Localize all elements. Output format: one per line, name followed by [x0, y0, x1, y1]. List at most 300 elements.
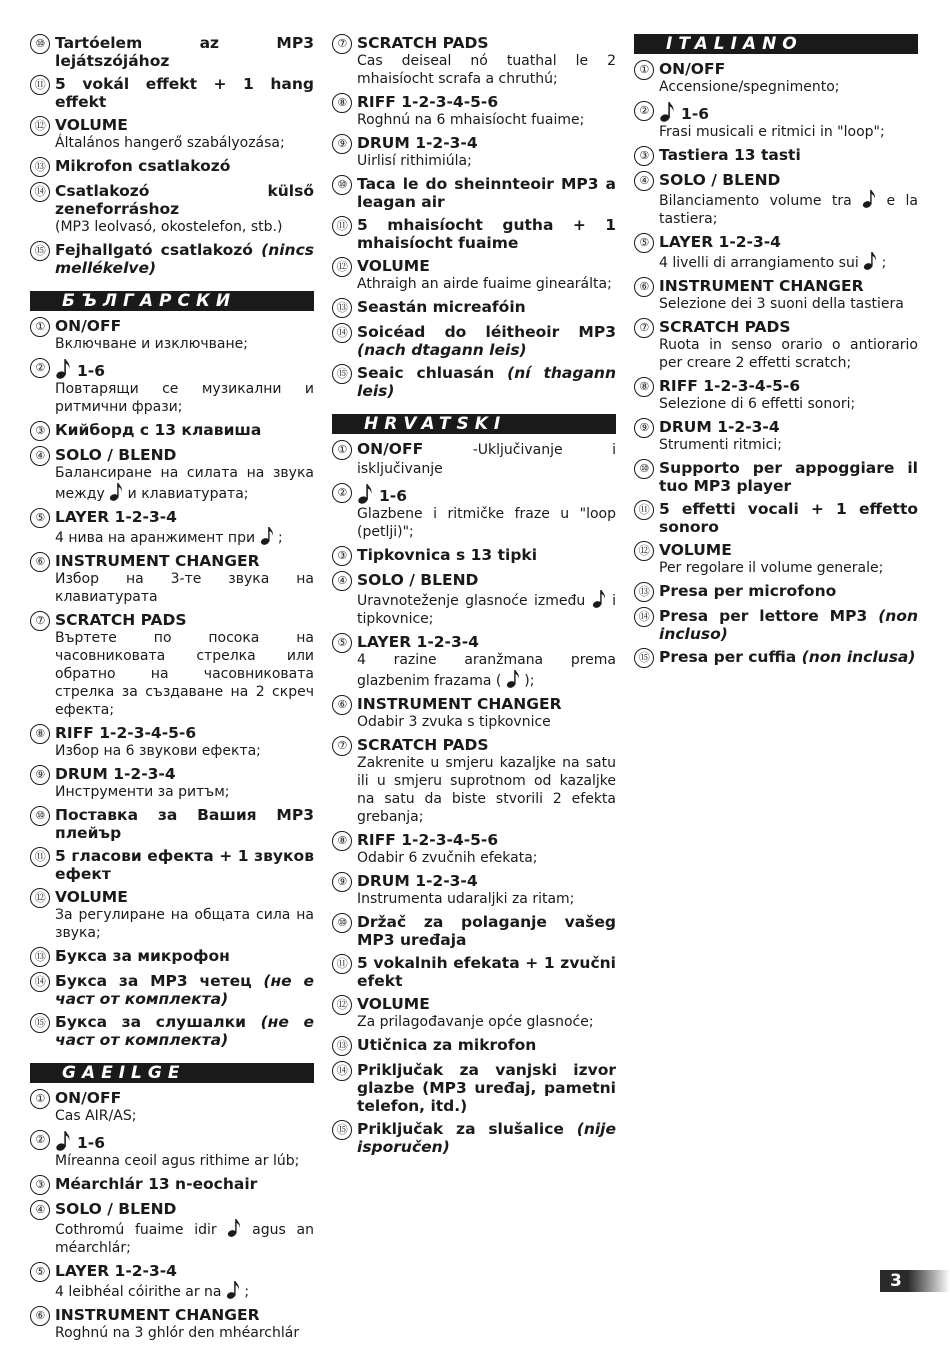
item-title-text: 5 effetti vocali + 1 effetto sonoro	[659, 500, 918, 536]
item-title	[55, 1306, 314, 1324]
list-item	[30, 972, 314, 1008]
item-title-text: Presa per lettore MP3	[659, 607, 868, 625]
item-title	[659, 500, 918, 536]
item-description-part: 4 razine aranžmana prema glazbenim frazama (	[357, 652, 616, 689]
list-item	[332, 872, 616, 908]
list-item	[30, 1013, 314, 1049]
item-title-text: Utičnica za mikrofon	[357, 1036, 537, 1054]
section-header-text: ITALIANO	[666, 34, 803, 54]
item-description: Odabir 6 zvučnih efekata;	[357, 850, 538, 866]
item-title-text: SCRATCH PADS	[357, 736, 489, 754]
list-item	[332, 216, 616, 252]
list-item	[332, 34, 616, 88]
item-title	[357, 1036, 616, 1054]
item-title-text: Mikrofon csatlakozó	[55, 157, 231, 175]
item-title-text: Tartóelem az MP3 lejátszójához	[55, 34, 314, 70]
item-title	[357, 913, 616, 949]
item-number: ②	[30, 1130, 50, 1150]
item-title	[55, 508, 314, 526]
item-body	[357, 1120, 616, 1156]
item-title	[55, 806, 314, 842]
item-number: ③	[332, 546, 352, 566]
music-note-icon	[506, 669, 520, 689]
item-title	[357, 483, 616, 505]
item-number: ①	[30, 317, 50, 337]
item-title	[55, 1262, 314, 1280]
item-description-part: agus an méarchlár;	[55, 1222, 315, 1256]
list-item	[332, 736, 616, 826]
list-item	[30, 421, 314, 441]
item-description: Ruota in senso orario o antiorario per creare 2 effetti scratch;	[659, 337, 918, 371]
item-body	[357, 364, 616, 400]
item-body	[55, 446, 314, 503]
item-body	[357, 913, 616, 949]
music-note-icon	[55, 1130, 71, 1152]
item-description: Roghnú na 3 ghlór den mhéarchlár	[55, 1325, 300, 1341]
item-number: ⑭	[30, 972, 50, 992]
item-number: ⑤	[332, 633, 352, 653]
item-number: ⑪	[332, 954, 352, 974]
item-title-text: DRUM 1-2-3-4	[357, 134, 478, 152]
item-title	[357, 1120, 616, 1156]
list-item	[30, 157, 314, 177]
item-number: ⑩	[634, 459, 654, 479]
item-number: ⑮	[30, 1013, 50, 1033]
item-title-text: Букса за MP3 четец	[55, 972, 252, 990]
item-title-text: VOLUME	[357, 257, 430, 275]
item-title-plain: -Uključivanje i isključivanje	[357, 442, 616, 477]
item-number: ⑪	[332, 216, 352, 236]
item-title	[55, 552, 314, 570]
item-description-part: Балансиране на силата на звука между	[55, 465, 314, 502]
section-header-text: HRVATSKI	[364, 414, 507, 434]
item-body	[357, 633, 616, 690]
item-number: ①	[30, 1089, 50, 1109]
item-title	[55, 34, 314, 70]
item-description: Cas deiseal nó tuathal le 2 mhaisíocht scrafa a chruthú;	[357, 53, 616, 87]
item-description: Повтарящи се музикални и ритмични фрази;	[55, 381, 314, 415]
item-body	[357, 175, 616, 211]
list-item	[634, 377, 918, 413]
item-description	[357, 651, 616, 690]
item-title	[659, 101, 918, 123]
music-note-icon	[55, 358, 71, 380]
item-description: Odabir 3 zvuka s tipkovnice	[357, 714, 551, 730]
item-body	[55, 75, 314, 111]
item-number: ⑮	[634, 648, 654, 668]
list-item	[634, 318, 918, 372]
item-description: Za prilagođavanje opće glasnoće;	[357, 1014, 594, 1030]
list-item	[30, 508, 314, 547]
item-description: Frasi musicali e ritmici in "loop";	[659, 124, 885, 140]
item-description: Selezione dei 3 suoni della tastiera	[659, 296, 904, 312]
item-title	[55, 446, 314, 464]
item-body	[659, 541, 918, 577]
item-description-part: Bilanciamento volume tra	[659, 193, 852, 209]
item-title-text: SCRATCH PADS	[55, 611, 187, 629]
item-title	[659, 377, 918, 395]
item-number: ⑪	[634, 500, 654, 520]
item-title	[357, 298, 616, 316]
item-title-text: VOLUME	[55, 116, 128, 134]
item-body	[55, 724, 314, 760]
item-number: ②	[332, 483, 352, 503]
item-title-note: (nach dtagann leis)	[357, 341, 527, 359]
item-body	[55, 1130, 314, 1170]
item-title-text: ON/OFF	[55, 1089, 122, 1107]
column-2	[332, 34, 616, 1161]
item-body	[659, 582, 918, 600]
page-number: 3	[880, 1270, 950, 1292]
item-title-text: VOLUME	[357, 995, 430, 1013]
item-number: ⑭	[634, 607, 654, 627]
item-body	[357, 1036, 616, 1054]
music-note-icon	[226, 1280, 240, 1300]
item-title-note: (ní thagann leis)	[357, 364, 616, 400]
item-title	[55, 241, 314, 277]
item-title-text: Букса за слушалки	[55, 1013, 247, 1031]
item-title	[357, 831, 616, 849]
item-title-text: ON/OFF	[659, 60, 726, 78]
item-title-text: Кийборд с 13 клавиша	[55, 421, 262, 439]
item-number: ④	[332, 571, 352, 591]
item-number: ③	[30, 421, 50, 441]
list-item	[30, 724, 314, 760]
item-title	[659, 418, 918, 436]
item-title-text: LAYER 1-2-3-4	[55, 508, 177, 526]
item-number: ⑫	[30, 116, 50, 136]
item-description	[55, 1218, 314, 1257]
item-title	[659, 582, 918, 600]
item-description-part: Uravnoteženje glasnoće između	[357, 593, 586, 609]
item-body	[55, 552, 314, 606]
item-title	[55, 116, 314, 134]
item-number: ⑮	[332, 1120, 352, 1140]
item-body	[55, 947, 314, 965]
item-number: ⑧	[332, 831, 352, 851]
item-description: Strumenti ritmici;	[659, 437, 782, 453]
item-number: ⑭	[332, 1061, 352, 1081]
item-title-text: INSTRUMENT CHANGER	[659, 277, 864, 295]
list-item	[332, 546, 616, 566]
item-title-text: SOLO / BLEND	[55, 446, 177, 464]
item-title	[659, 541, 918, 559]
item-description-part: Cothromú fuaime idir	[55, 1222, 217, 1238]
item-body	[357, 34, 616, 88]
item-title-note: (не е част от комплекта)	[55, 1013, 314, 1049]
item-title-text: DRUM 1-2-3-4	[55, 765, 176, 783]
list-item	[30, 765, 314, 801]
item-number: ⑬	[30, 157, 50, 177]
item-number: ③	[30, 1175, 50, 1195]
item-title	[357, 440, 616, 478]
item-body	[659, 146, 918, 164]
item-description: Selezione di 6 effetti sonori;	[659, 396, 856, 412]
item-number: ⑥	[30, 1306, 50, 1326]
item-body	[55, 611, 314, 719]
item-number: ⑫	[30, 888, 50, 908]
item-body	[659, 500, 918, 536]
item-description-part: );	[524, 673, 535, 689]
music-note-icon	[862, 189, 876, 209]
item-body	[659, 233, 918, 272]
item-body	[357, 995, 616, 1031]
item-title-text: Seaic chluasán	[357, 364, 495, 382]
item-number: ⑧	[634, 377, 654, 397]
item-description: (MP3 leolvasó, okostelefon, stb.)	[55, 219, 283, 235]
list-item	[332, 633, 616, 690]
item-description: Избор на 3-те звука на клавиатурата	[55, 571, 314, 605]
list-item	[332, 571, 616, 628]
item-number: ⑧	[30, 724, 50, 744]
item-title-text: Soicéad do léitheoir MP3	[357, 323, 616, 341]
list-item	[332, 257, 616, 293]
item-title	[357, 175, 616, 211]
music-note-icon	[109, 482, 123, 502]
item-number: ⑥	[634, 277, 654, 297]
item-number: ⑫	[634, 541, 654, 561]
item-body	[357, 831, 616, 867]
item-body	[357, 546, 616, 564]
item-body	[55, 765, 314, 801]
item-body	[659, 607, 918, 643]
list-item	[332, 1061, 616, 1115]
item-title-text: SOLO / BLEND	[357, 571, 479, 589]
item-title-text: SCRATCH PADS	[357, 34, 489, 52]
item-body	[357, 954, 616, 990]
item-title-text: Priključak za slušalice	[357, 1120, 564, 1138]
item-body	[659, 101, 918, 141]
list-item	[30, 947, 314, 967]
item-title-text: Seastán micreafóin	[357, 298, 526, 316]
item-description: Glazbene i ritmičke fraze u "loop (petlji)";	[357, 506, 616, 540]
item-number: ⑭	[30, 182, 50, 202]
list-item	[30, 806, 314, 842]
item-body	[659, 171, 918, 228]
item-title-text: DRUM 1-2-3-4	[659, 418, 780, 436]
item-body	[55, 421, 314, 439]
item-body	[55, 1175, 314, 1193]
list-item	[332, 913, 616, 949]
list-item	[634, 607, 918, 643]
item-description-part: i tipkovnice;	[357, 593, 617, 627]
item-title	[357, 364, 616, 400]
item-title-text: Presa per microfono	[659, 582, 837, 600]
section-header	[634, 34, 918, 54]
item-description: Включване и изключване;	[55, 336, 248, 352]
item-title	[55, 947, 314, 965]
item-body	[357, 298, 616, 316]
item-title-text: ON/OFF	[357, 440, 424, 458]
item-body	[659, 648, 918, 666]
item-title-note: (не е част от комплекта)	[55, 972, 314, 1008]
list-item	[30, 1306, 314, 1342]
item-title	[357, 216, 616, 252]
item-body	[55, 806, 314, 842]
list-item	[634, 233, 918, 272]
item-number: ④	[30, 1200, 50, 1220]
list-item	[30, 552, 314, 606]
item-number: ⑭	[332, 323, 352, 343]
item-body	[357, 736, 616, 826]
list-item	[30, 446, 314, 503]
item-body	[55, 1089, 314, 1125]
list-item	[332, 134, 616, 170]
item-title	[55, 1089, 314, 1107]
item-title	[659, 607, 918, 643]
item-title	[55, 317, 314, 335]
item-title	[55, 765, 314, 783]
section-header-text: БЪЛГАРСКИ	[62, 291, 237, 311]
list-item	[30, 611, 314, 719]
item-title	[357, 257, 616, 275]
item-description-part: e la tastiera;	[659, 193, 918, 227]
item-title-text: DRUM 1-2-3-4	[357, 872, 478, 890]
list-item	[30, 358, 314, 416]
list-item	[634, 459, 918, 495]
item-description-part: ;	[244, 1284, 250, 1300]
item-number: ⑫	[332, 257, 352, 277]
item-number: ⑦	[634, 318, 654, 338]
list-item	[30, 182, 314, 236]
item-body	[357, 216, 616, 252]
item-title-text: Taca le do sheinnteoir MP3 a leagan air	[357, 175, 616, 211]
item-title	[357, 323, 616, 359]
list-item	[332, 954, 616, 990]
item-title-note: (non inclusa)	[801, 648, 916, 666]
item-title	[357, 736, 616, 754]
section-header	[30, 1063, 314, 1083]
item-title-text: LAYER 1-2-3-4	[55, 1262, 177, 1280]
item-title-text: ON/OFF	[55, 317, 122, 335]
item-title	[659, 459, 918, 495]
item-title	[357, 134, 616, 152]
item-number: ⑨	[30, 765, 50, 785]
item-title	[659, 277, 918, 295]
list-item	[30, 241, 314, 277]
item-title-text: INSTRUMENT CHANGER	[357, 695, 562, 713]
item-title	[55, 1175, 314, 1193]
item-title-text: SOLO / BLEND	[55, 1200, 177, 1218]
music-note-icon	[863, 251, 877, 271]
item-title	[55, 1200, 314, 1218]
item-description: Избор на 6 звукови ефекта;	[55, 743, 261, 759]
item-number: ⑩	[30, 34, 50, 54]
list-item	[332, 364, 616, 400]
item-title-text: 5 vokál effekt + 1 hang effekt	[55, 75, 314, 111]
section-header-text: GAEILGE	[62, 1063, 186, 1083]
list-item	[634, 101, 918, 141]
item-title	[55, 1013, 314, 1049]
item-body	[659, 459, 918, 495]
item-title-text: Fejhallgató csatlakozó	[55, 241, 253, 259]
item-title	[357, 995, 616, 1013]
item-number: ①	[634, 60, 654, 80]
music-note-icon	[227, 1218, 241, 1238]
item-number: ⑥	[30, 552, 50, 572]
item-description: За регулиране на общата сила на звука;	[55, 907, 314, 941]
list-item	[332, 323, 616, 359]
item-title-text: INSTRUMENT CHANGER	[55, 1306, 260, 1324]
section-header	[332, 414, 616, 434]
item-number: ⑤	[30, 1262, 50, 1282]
item-body	[357, 695, 616, 731]
item-number: ⑩	[332, 913, 352, 933]
item-title-text: Držač za polaganje vašeg MP3 uređaja	[357, 913, 616, 949]
item-description	[659, 189, 918, 228]
item-title-text: RIFF 1-2-3-4-5-6	[357, 831, 499, 849]
item-description: Instrumenta udaraljki za ritam;	[357, 891, 575, 907]
item-body	[659, 377, 918, 413]
item-body	[357, 134, 616, 170]
item-title	[55, 611, 314, 629]
item-description: Roghnú na 6 mhaisíocht fuaime;	[357, 112, 585, 128]
item-title-text: RIFF 1-2-3-4-5-6	[659, 377, 801, 395]
item-title	[55, 972, 314, 1008]
item-number: ⑬	[332, 298, 352, 318]
item-description: Athraigh an airde fuaime ginearálta;	[357, 276, 612, 292]
item-number: ②	[30, 358, 50, 378]
list-item	[332, 995, 616, 1031]
item-title-text: 1-6	[681, 105, 710, 123]
item-description	[55, 526, 314, 547]
list-item	[30, 1262, 314, 1301]
item-title-text: Priključak za vanjski izvor glazbe (MP3 uređaj, pametni telefon, itd.)	[357, 1061, 616, 1115]
item-title	[55, 724, 314, 742]
item-title-text: Tipkovnica s 13 tipki	[357, 546, 538, 564]
item-body	[55, 157, 314, 175]
item-title-text: LAYER 1-2-3-4	[659, 233, 781, 251]
item-body	[357, 440, 616, 478]
item-description: Cas AIR/AS;	[55, 1108, 137, 1124]
list-item	[332, 831, 616, 867]
list-item	[634, 582, 918, 602]
item-description	[659, 251, 918, 272]
item-title-text: Букса за микрофон	[55, 947, 230, 965]
list-item	[332, 695, 616, 731]
list-item	[332, 440, 616, 478]
item-title	[55, 1130, 314, 1152]
item-body	[357, 571, 616, 628]
item-number: ⑦	[332, 736, 352, 756]
item-description: Uirlisí rithimiúla;	[357, 153, 472, 169]
column-3	[634, 34, 918, 673]
item-title	[357, 695, 616, 713]
music-note-icon	[659, 101, 675, 123]
item-title-note: (nincs mellékelve)	[55, 241, 314, 277]
item-description-part: ;	[881, 255, 887, 271]
item-description: Въртете по посока на часовниковата стрелка или обратно на часовниковата стрелка за създаване на 2 скреч ефекта;	[55, 630, 314, 718]
item-title-text: SOLO / BLEND	[659, 171, 781, 189]
item-title-text: 1-6	[379, 487, 408, 505]
item-description: Accensione/spegnimento;	[659, 79, 840, 95]
item-title-text: Presa per cuffia	[659, 648, 797, 666]
item-number: ⑬	[332, 1036, 352, 1056]
music-note-icon	[260, 526, 274, 546]
item-number: ⑬	[30, 947, 50, 967]
item-title-text: RIFF 1-2-3-4-5-6	[357, 93, 499, 111]
list-item	[30, 1130, 314, 1170]
item-number: ④	[30, 446, 50, 466]
item-body	[55, 34, 314, 70]
list-item	[332, 483, 616, 541]
item-title-text: Csatlakozó külső zeneforráshoz	[55, 182, 314, 218]
item-title-text: Поставка за Вашия MP3 плейър	[55, 806, 314, 842]
item-title	[659, 648, 918, 666]
list-item	[30, 1175, 314, 1195]
list-item	[30, 116, 314, 152]
item-body	[659, 60, 918, 96]
